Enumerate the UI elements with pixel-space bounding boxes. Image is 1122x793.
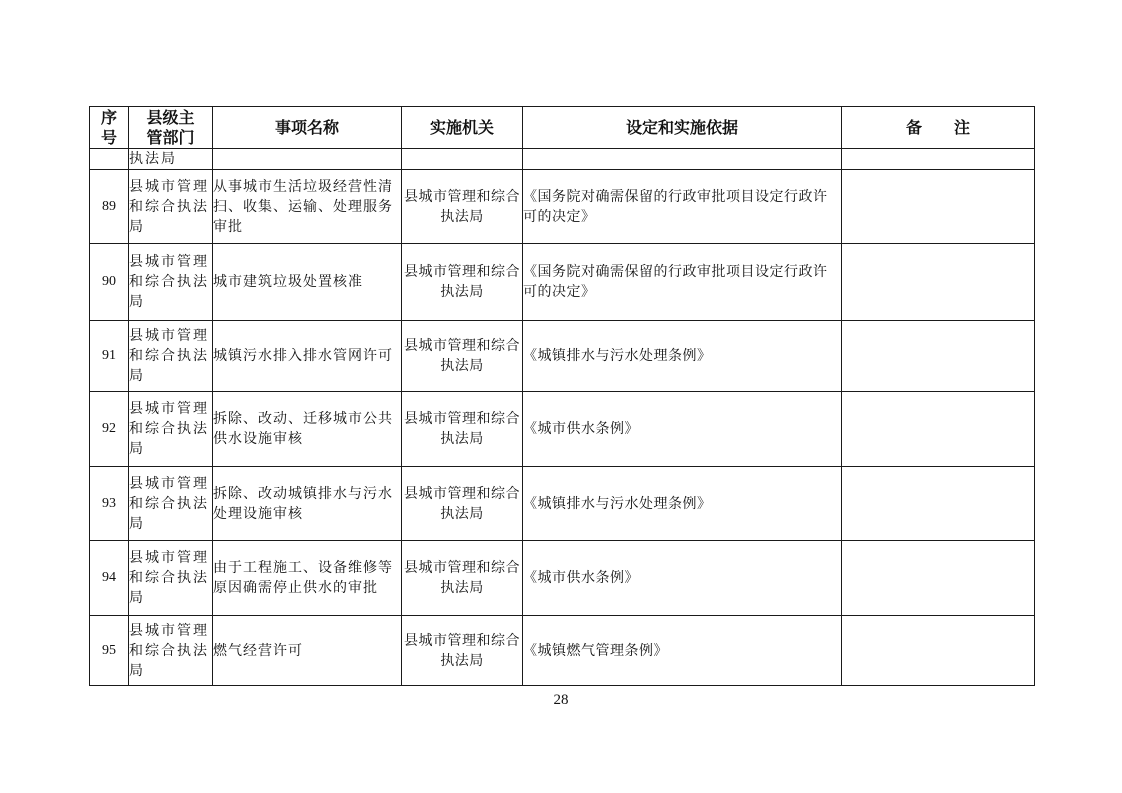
header-dept — [129, 107, 213, 149]
row-num: 94 — [90, 541, 129, 616]
row-basis: 《城市供水条例》 — [523, 541, 842, 616]
row-num: 92 — [90, 392, 129, 467]
row-num: 95 — [90, 616, 129, 686]
row-org: 县城市管理和综合执法局 — [402, 616, 523, 686]
row-remark — [842, 321, 1035, 392]
row-org: 县城市管理和综合执法局 — [402, 541, 523, 616]
row-num: 93 — [90, 467, 129, 541]
page-number: 28 — [553, 692, 569, 708]
row-num: 90 — [90, 244, 129, 321]
table-row — [90, 321, 1035, 392]
row-org: 县城市管理和综合执法局 — [402, 321, 523, 392]
header-remark: 备 注 — [842, 107, 1035, 149]
table-row — [90, 541, 1035, 616]
table-header-row — [90, 107, 1035, 149]
table-row — [90, 467, 1035, 541]
row-dept: 县城市管理和综合执法局 — [129, 244, 213, 321]
row-basis: 《城市供水条例》 — [523, 392, 842, 467]
row-dept: 县城市管理和综合执法局 — [129, 616, 213, 686]
header-dept-line-1: 县级主 — [146, 107, 195, 127]
row-item: 拆除、改动、迁移城市公共供水设施审核 — [213, 392, 402, 467]
table-row — [90, 170, 1035, 244]
header-seq — [90, 107, 129, 149]
row-basis: 《城镇排水与污水处理条例》 — [523, 321, 842, 392]
row-remark — [842, 244, 1035, 321]
row-basis: 《城镇排水与污水处理条例》 — [523, 467, 842, 541]
header-basis: 设定和实施依据 — [523, 107, 842, 149]
row-item: 从事城市生活垃圾经营性清扫、收集、运输、处理服务审批 — [213, 170, 402, 244]
row-dept: 县城市管理和综合执法局 — [129, 541, 213, 616]
row-num: 89 — [90, 170, 129, 244]
row-basis: 《城镇燃气管理条例》 — [523, 616, 842, 686]
cont-dept-cell: 执法局 — [129, 149, 213, 170]
row-org: 县城市管理和综合执法局 — [402, 392, 523, 467]
header-dept-line-2: 管部门 — [146, 127, 195, 147]
row-item: 城镇污水排入排水管网许可 — [213, 321, 402, 392]
row-basis: 《国务院对确需保留的行政审批项目设定行政许可的决定》 — [523, 244, 842, 321]
table-row — [90, 616, 1035, 686]
row-remark — [842, 467, 1035, 541]
row-org: 县城市管理和综合执法局 — [402, 467, 523, 541]
row-dept: 县城市管理和综合执法局 — [129, 467, 213, 541]
row-dept: 县城市管理和综合执法局 — [129, 170, 213, 244]
row-remark — [842, 541, 1035, 616]
row-dept: 县城市管理和综合执法局 — [129, 392, 213, 467]
row-remark — [842, 616, 1035, 686]
row-item: 城市建筑垃圾处置核准 — [213, 244, 402, 321]
cont-remark-cell — [842, 149, 1035, 170]
header-org: 实施机关 — [402, 107, 523, 149]
row-num: 91 — [90, 321, 129, 392]
row-dept: 县城市管理和综合执法局 — [129, 321, 213, 392]
row-basis: 《国务院对确需保留的行政审批项目设定行政许可的决定》 — [523, 170, 842, 244]
table-row — [90, 392, 1035, 467]
row-item: 燃气经营许可 — [213, 616, 402, 686]
header-seq-char-1: 序 — [100, 107, 117, 127]
row-remark — [842, 392, 1035, 467]
header-seq-char-2: 号 — [100, 127, 117, 147]
table-row — [90, 244, 1035, 321]
header-item-name: 事项名称 — [213, 107, 402, 149]
row-org: 县城市管理和综合执法局 — [402, 244, 523, 321]
table-row-continuation — [90, 149, 1035, 170]
row-item: 由于工程施工、设备维修等原因确需停止供水的审批 — [213, 541, 402, 616]
cont-org-cell — [402, 149, 523, 170]
cont-basis-cell — [523, 149, 842, 170]
cont-num-cell — [90, 149, 129, 170]
row-remark — [842, 170, 1035, 244]
row-item: 拆除、改动城镇排水与污水处理设施审核 — [213, 467, 402, 541]
row-org: 县城市管理和综合执法局 — [402, 170, 523, 244]
cont-item-cell — [213, 149, 402, 170]
approval-items-table — [89, 106, 1035, 686]
